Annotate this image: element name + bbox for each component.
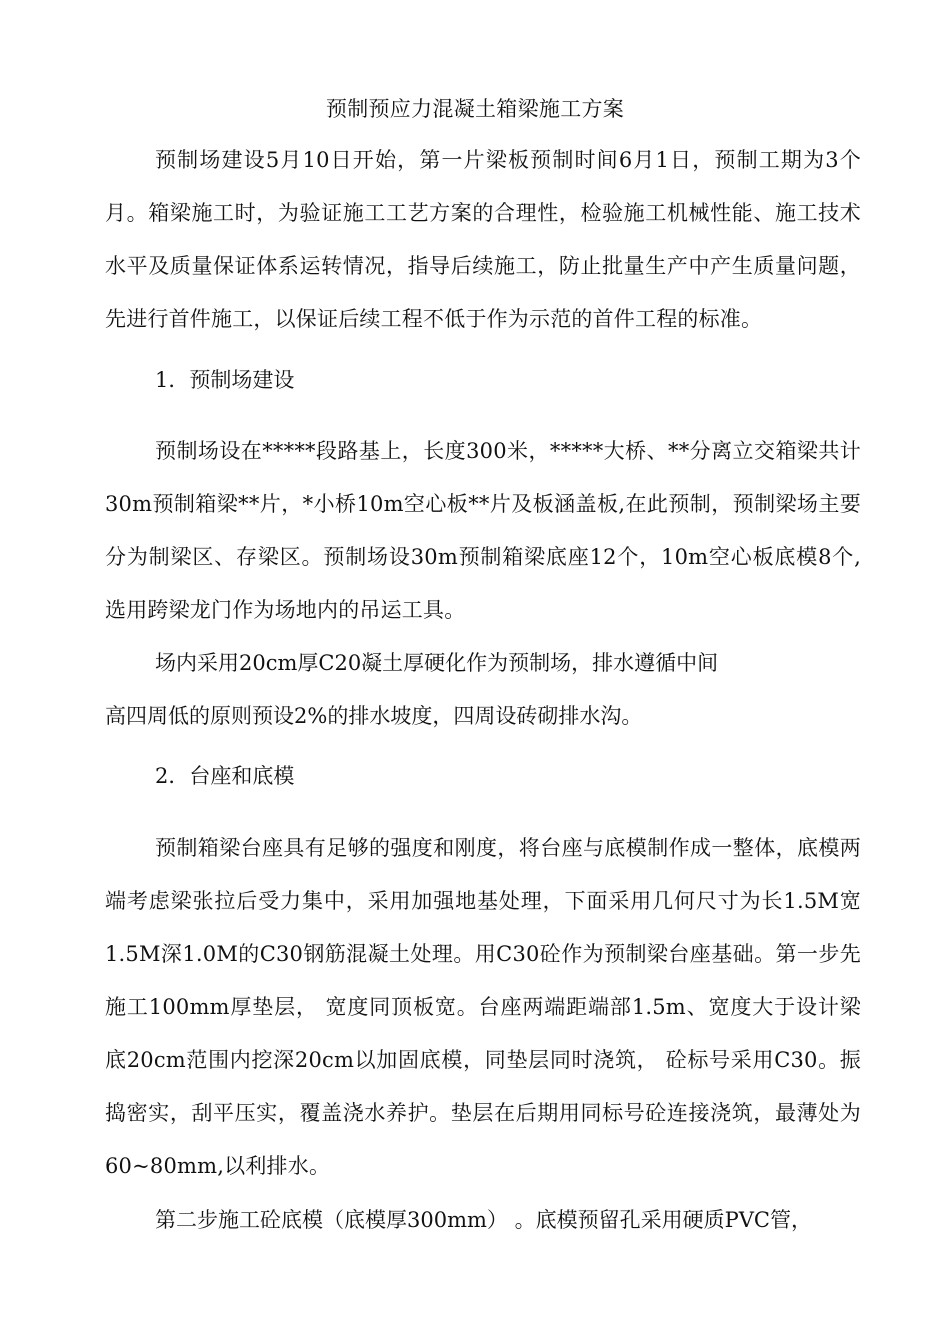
- document-title: 预制预应力混凝土箱梁施工方案: [325, 97, 625, 121]
- section1-paragraph-1: 预制场设在*****段路基上，长度300米，*****大桥、**分离立交箱梁共计30m预制箱梁**片，*小桥10m空心板**片及板涵盖板,在此预制，预制梁场主要分为制梁区、存梁区。预制场设30m预制箱梁底座12个，10m空心板底模8个,选用跨梁龙门作为场地内的吊运工具。: [105, 439, 861, 622]
- section1-paragraph-2-line-1: 场内采用20cm厚C20凝土厚硬化作为预制场，排水遵循中间: [155, 651, 719, 675]
- section-heading-1: 1．预制场建设: [155, 368, 295, 392]
- section-heading-2: 2．台座和底模: [155, 764, 295, 788]
- section2-paragraph-1: 预制箱梁台座具有足够的强度和刚度，将台座与底模制作成一整体，底模两端考虑梁张拉后受力集中，采用加强地基处理，下面采用几何尺寸为长1.5M宽1.5M深1.0M的C30钢筋混凝土处理。用C30砼作为预制梁台座基础。第一步先施工100mm厚垫层， 宽度同顶板宽。台座两端距端部1.5m、宽度大于设计梁底20cm范围内挖深20cm以加固底模，同垫层同时浇筑， 砼标号采用C30。振捣密实，刮平压实，覆盖浇水养护。垫层在后期用同标号砼连接浇筑，最薄处为60~80mm,以利排水。: [105, 836, 861, 1178]
- intro-paragraph: 预制场建设5月10日开始，第一片梁板预制时间6月1日，预制工期为3个月。箱梁施工时，为验证施工工艺方案的合理性，检验施工机械性能、施工技术水平及质量保证体系运转情况，指导后续施工，防止批量生产中产生质量问题，先进行首件施工，以保证后续工程不低于作为示范的首件工程的标准。: [105, 148, 861, 331]
- section1-paragraph-2-line-2: 高四周低的原则预设2%的排水坡度，四周设砖砌排水沟。: [105, 704, 643, 728]
- section2-paragraph-2: 第二步施工砼底模（底模厚300mm） 。底模预留孔采用硬质PVC管，: [155, 1208, 812, 1232]
